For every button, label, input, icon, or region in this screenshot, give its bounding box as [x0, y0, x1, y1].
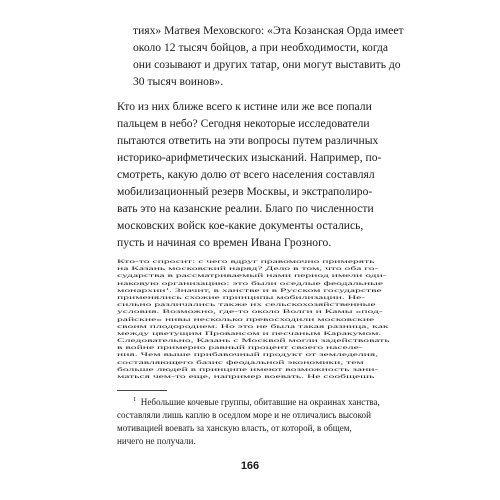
paragraph-line: сильно различались также их сельскохозяйственные	[117, 301, 376, 308]
paragraph-line: больше людей в принципе имеют возможность зани-	[117, 366, 379, 373]
paragraph-line: сударства в рассматриваемый нами период имели оди-	[117, 273, 387, 279]
paragraph-line: в войне примерно равный процент своего населе-	[117, 345, 363, 351]
paragraph-line: райские» нивы несколько превосходили московские	[117, 316, 375, 322]
paragraph-line: пусть и начиная со времен Ивана Грозного.	[117, 236, 332, 249]
page-number: 166	[240, 460, 260, 472]
footnote-marker: 1	[133, 395, 137, 403]
paragraph-line: составляющего базис феодальной экономики, тем	[117, 359, 364, 365]
paragraph-line: ния. Чем выше прибавочный продукт от земледелия,	[117, 352, 379, 358]
footnote-text: Небольшие кочевые группы, обитавшие на окраинах ханства,	[140, 397, 380, 407]
footnote-line: ничего не получали.	[117, 436, 196, 446]
paragraph-line: московских войск кое-какие документы остались,	[117, 219, 364, 232]
footnote-line	[133, 396, 380, 408]
paragraph-line: между цветущим Провансом и песчаным Каракумом.	[117, 330, 382, 337]
paragraph-line-start: монархии	[117, 287, 166, 294]
paragraph-line: смотреть, какую долю от всего населения составлял	[117, 168, 375, 181]
paragraph-line: мобилизационный резерв Москвы, и экстраполиро-	[117, 185, 373, 198]
footnote-line: составляли лишь каплю в оседлом море и не отличались высокой	[117, 410, 371, 420]
paragraph-line: применялись схожие принципы мобилизации. Не-	[117, 294, 366, 301]
quote-line: около 12 тысяч бойцов, а при необходимости, когда	[133, 41, 389, 54]
paragraph-line: маться чем-то еще, например воевать. Не сообщешь	[117, 373, 375, 380]
paragraph-line: вать это на казанские реалии. Благо по численности	[117, 202, 374, 215]
quote-line: они созывают и других татар, они могут выставить до	[133, 58, 401, 71]
paragraph-line	[117, 287, 382, 294]
quote-line: 30 тысяч воинов».	[133, 75, 224, 88]
paragraph-line: пытаются ответить на эти вопросы путем различных	[117, 134, 379, 147]
paragraph-line: Следовательно, Казань с Москвой могли задействовать	[117, 337, 390, 344]
paragraph-line: на Казань московский наряд? Дело в том, что оба го-	[117, 266, 379, 272]
quote-line: тиях» Матвея Меховского: «Эта Козанская Орда имеет	[133, 24, 404, 37]
paragraph-line: пальцем в небо? Сегодня некоторые исследователи	[117, 117, 370, 130]
paragraph-line-end: . Значит, в ханстве и в Русском государстве	[169, 287, 382, 294]
paragraph-line: Кто из них ближе всего к истине или же все попали	[117, 100, 372, 113]
paragraph-line: историко-арифметических изысканий. Например, по-	[117, 151, 382, 164]
paragraph-line: наковую организацию: это были оседлые феодальные	[117, 280, 383, 286]
footnote-divider	[117, 390, 167, 391]
paragraph-line: Кто-то спросит: с чего вдруг правомочно примерять	[117, 258, 375, 265]
footnote-line: мотивацией воевать за ханскую власть, от которой, в общем,	[117, 423, 352, 433]
footnote-reference[interactable]: 1	[165, 287, 169, 291]
paragraph-line: условия. Возможно, где-то около Волги и Камы «под-	[117, 309, 383, 315]
paragraph-line: своим плодородием. Но это не была такая разница, как	[117, 323, 389, 330]
